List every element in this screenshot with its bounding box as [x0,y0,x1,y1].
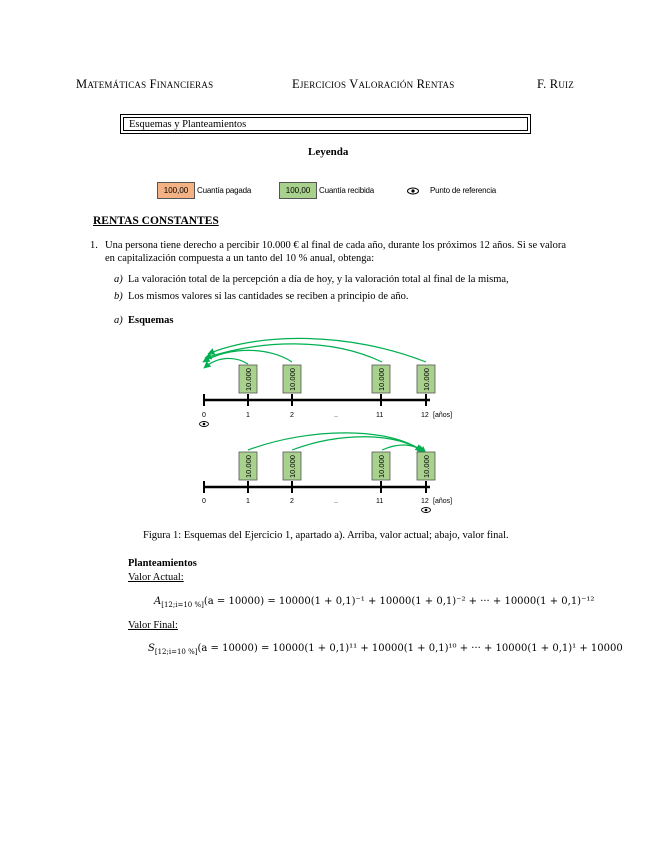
tick-label: 12 [421,498,429,505]
section-heading: RENTAS CONSTANTES [93,215,219,227]
tick-label: 1 [246,412,250,419]
amount-label: 10.000 [244,368,253,391]
eye-icon [422,508,431,513]
header-center: Ejercicios Valoración Rentas [292,77,455,91]
problem-number: 1. [90,240,98,251]
legend-reference-label: Punto de referencia [430,186,497,195]
amount-label: 10.000 [377,368,386,391]
legend-received-swatch: 100,00 [279,182,317,199]
eye-icon [200,422,209,427]
section-title: Esquemas y Planteamientos [123,117,528,131]
amount-label: 10.000 [422,455,431,478]
problem-line-2: en capitalización compuesta a un tanto del 10 % anual, obtenga: [105,253,375,264]
amount-label: 10.000 [422,368,431,391]
amount-label: 10.000 [288,455,297,478]
item-a-marker: a) [114,274,123,285]
tick-label: 11 [376,498,384,505]
tick-label: 0 [202,412,206,419]
header-right: F. Ruiz [537,77,574,91]
unit-label: [años] [433,412,453,419]
sub-a-title: Esquemas [128,315,174,326]
item-b-text: Los mismos valores si las cantidades se reciben a principio de año. [128,291,409,302]
tick-label: 12 [421,412,429,419]
tick-label: 0 [202,498,206,505]
bottom-amount-boxes [239,452,435,480]
legend-received-label: Cuantía recibida [319,186,375,195]
amount-label: 10.000 [288,368,297,391]
valor-final-label: Valor Final: [128,620,178,631]
tick-label: .. [334,498,338,505]
arrow-1-to-12 [248,433,422,451]
problem-line-1: Una persona tiene derecho a percibir 10.000 € al final de cada año, durante los próximos 12 años. Si se valora [105,240,566,251]
eye-icon [406,186,420,196]
legend-paid-swatch: 100,00 [157,182,195,199]
item-b-marker: b) [114,291,123,302]
tick-label: 1 [246,498,250,505]
figure-caption: Figura 1: Esquemas del Ejercicio 1, apartado a). Arriba, valor actual; abajo, valor final. [143,530,509,541]
header-left: Matemáticas Financieras [76,77,214,91]
tick-label: 11 [376,412,384,419]
planteamientos-title: Planteamientos [128,558,197,569]
valor-final-formula: $S_{[12;i=10 \%]}(a = 10000) = 10000(1 + 0,1)^{11} + 10000(1 + 0,1)^{10}$ + ··· + 10000(1 + 0,1)¹ + 10000 [148,643,623,656]
amount-label: 10.000 [244,455,253,478]
sub-a-marker: a) [114,315,123,326]
amount-label: 10.000 [377,455,386,478]
valor-actual-formula: $A_{[12;i=10 \%]}(a = 10000) = 10000(1 + 0,1)^{-1} + 10000(1 + 0,1)^{-2}$ + ··· + 10000(1 + 0,1)⁻¹² [154,596,595,609]
tick-label: .. [334,412,338,419]
top-amount-boxes [239,365,435,393]
timeline-diagram [190,332,470,522]
section-title-box [120,114,531,134]
valor-actual-label: Valor Actual: [128,572,184,583]
legend-paid-label: Cuantía pagada [197,186,252,195]
item-a-text: La valoración total de la percepción a día de hoy, y la valoración total al final de la misma, [128,274,509,285]
tick-label: 2 [290,412,294,419]
legend-title: Leyenda [308,146,349,158]
unit-label: [años] [433,498,453,505]
tick-label: 2 [290,498,294,505]
